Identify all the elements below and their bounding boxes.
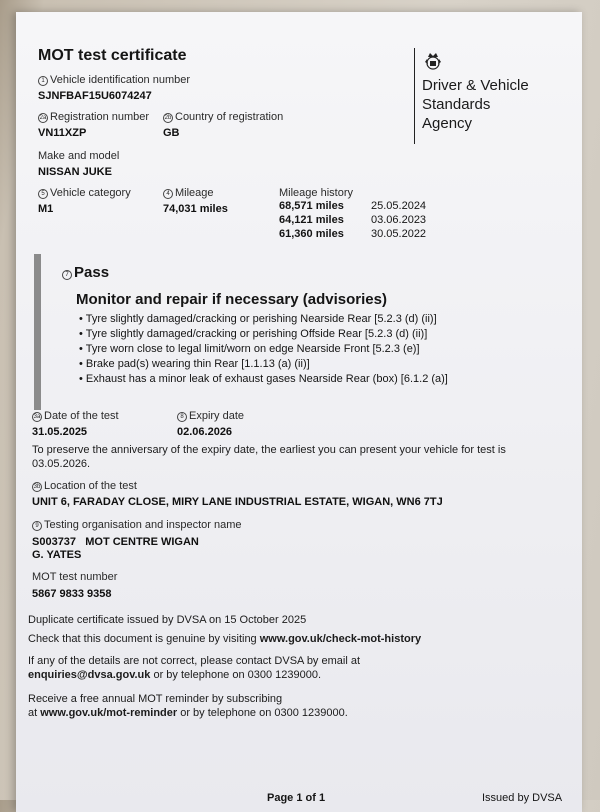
- advisories-heading: Monitor and repair if necessary (advisories): [76, 291, 387, 308]
- contact-line1: If any of the details are not correct, please contact DVSA by email at: [28, 655, 361, 667]
- anniversary-note: To preserve the anniversary of the expiry date, the earliest you can present your vehicle for test is 03.05.2026.: [32, 444, 506, 470]
- field-number-badge: 5: [38, 189, 48, 199]
- contact-line2: [28, 668, 360, 682]
- expiry-date-value: 02.06.2026: [177, 426, 233, 438]
- advisory-item: • Brake pad(s) wearing thin Rear [1.1.13 (a) (ii)]: [79, 358, 310, 370]
- country-label: [163, 111, 283, 123]
- field-number-badge: 7: [62, 270, 72, 280]
- category-label-text: Vehicle category: [50, 187, 131, 199]
- registration-label: [38, 111, 149, 123]
- result-side-bar: [34, 254, 41, 410]
- category-value: M1: [38, 203, 54, 215]
- make-model-value: NISSAN JUKE: [38, 166, 112, 178]
- organisation-name: MOT CENTRE WIGAN: [85, 536, 199, 548]
- field-number-badge: 8: [177, 412, 187, 422]
- reminder-phone-text: or by telephone on 0300 1239000.: [180, 707, 348, 719]
- advisory-item: • Tyre slightly damaged/cracking or perishing Offside Rear [5.2.3 (d) (ii)]: [79, 328, 428, 340]
- mileage-history-label: Mileage history: [279, 187, 353, 199]
- organisation-label: [32, 519, 242, 531]
- location-label-text: Location of the test: [44, 480, 137, 492]
- test-date-value: 31.05.2025: [32, 426, 88, 438]
- location-label: [32, 480, 137, 492]
- agency-name-line3: Agency: [422, 115, 473, 132]
- advisory-item: • Tyre slightly damaged/cracking or perishing Nearside Rear [5.2.3 (d) (ii)]: [79, 313, 437, 325]
- vin-label-text: Vehicle identification number: [50, 74, 191, 86]
- inspector-name: G. YATES: [32, 549, 82, 561]
- check-mot-history-link[interactable]: www.gov.uk/check-mot-history: [259, 633, 422, 645]
- country-label-text: Country of registration: [175, 111, 284, 123]
- certificate-title: MOT test certificate: [38, 47, 187, 64]
- advisories-list: [79, 312, 448, 387]
- organisation-code: S003737: [32, 536, 77, 548]
- agency-name-line1: Driver & Vehicle: [422, 77, 529, 94]
- vin-value: SJNFBAF15U6074247: [38, 90, 152, 102]
- test-date-label: [32, 410, 119, 422]
- test-number-value: 5867 9833 9358: [32, 588, 112, 600]
- field-number-badge: 2b: [164, 115, 172, 121]
- field-number-badge: 3b: [33, 484, 41, 490]
- vin-label: [38, 74, 190, 86]
- advisory-item: • Exhaust has a minor leak of exhaust gases Nearside Rear (box) [6.1.2 (a)]: [79, 373, 448, 385]
- history-date: 03.06.2023: [371, 214, 427, 226]
- reminder-line2: [28, 706, 348, 720]
- field-number-badge: 2a: [39, 115, 47, 121]
- agency-name: [422, 76, 529, 133]
- mot-reminder-link[interactable]: www.gov.uk/mot-reminder: [40, 707, 178, 719]
- test-date-label-text: Date of the test: [44, 410, 119, 422]
- reminder-at-text: at: [28, 707, 38, 719]
- category-label: [38, 187, 131, 199]
- mileage-history-row: [279, 200, 426, 214]
- history-date: 25.05.2024: [371, 200, 427, 212]
- agency-divider: [414, 48, 415, 144]
- organisation-label-text: Testing organisation and inspector name: [44, 519, 242, 531]
- mileage-label-text: Mileage: [175, 187, 214, 199]
- mileage-history-row: [279, 228, 426, 242]
- mileage-history-row: [279, 214, 426, 228]
- history-miles: 64,121 miles: [279, 214, 344, 226]
- contact-phone-text: or by telephone on 0300 1239000.: [153, 669, 322, 681]
- registration-label-text: Registration number: [50, 111, 150, 123]
- mileage-label: [163, 187, 214, 199]
- royal-crest-icon: [422, 50, 444, 72]
- test-number-label: MOT test number: [32, 571, 118, 583]
- history-date: 30.05.2022: [371, 228, 427, 240]
- result-status: Pass: [74, 264, 110, 281]
- check-text: Check that this document is genuine by visiting: [28, 633, 257, 645]
- mileage-history-table: [279, 200, 426, 242]
- mileage-value: 74,031 miles: [163, 203, 228, 215]
- location-value: UNIT 6, FARADAY CLOSE, MIRY LANE INDUSTRIAL ESTATE, WIGAN, WN6 7TJ: [32, 496, 443, 508]
- contact-email-link[interactable]: enquiries@dvsa.gov.uk: [28, 669, 151, 681]
- expiry-date-label: [177, 410, 244, 422]
- organisation-code-name: [32, 536, 199, 548]
- reminder-note: [28, 692, 348, 720]
- make-model-label: Make and model: [38, 150, 120, 162]
- reminder-line1: Receive a free annual MOT reminder by subscribing: [28, 693, 283, 705]
- mot-certificate-page: [16, 12, 582, 812]
- contact-note: [28, 654, 360, 682]
- advisory-item: • Tyre worn close to legal limit/worn on edge Nearside Front [5.2.3 (e)]: [79, 343, 420, 355]
- expiry-date-label-text: Expiry date: [189, 410, 245, 422]
- result-heading: [62, 264, 109, 282]
- check-note: [28, 632, 421, 646]
- field-number-badge: 4: [163, 189, 173, 199]
- field-number-badge: 9: [32, 521, 42, 531]
- field-number-badge: 3a: [33, 414, 41, 420]
- country-value: GB: [163, 127, 180, 139]
- field-number-badge: 1: [38, 76, 48, 86]
- history-miles: 68,571 miles: [279, 200, 344, 212]
- agency-name-line2: Standards: [422, 96, 491, 113]
- issued-by: Issued by DVSA: [482, 792, 563, 804]
- duplicate-note: Duplicate certificate issued by DVSA on 15 October 2025: [28, 614, 307, 626]
- history-miles: 61,360 miles: [279, 228, 344, 240]
- registration-value: VN11XZP: [38, 127, 87, 139]
- page-number: Page 1 of 1: [267, 792, 326, 804]
